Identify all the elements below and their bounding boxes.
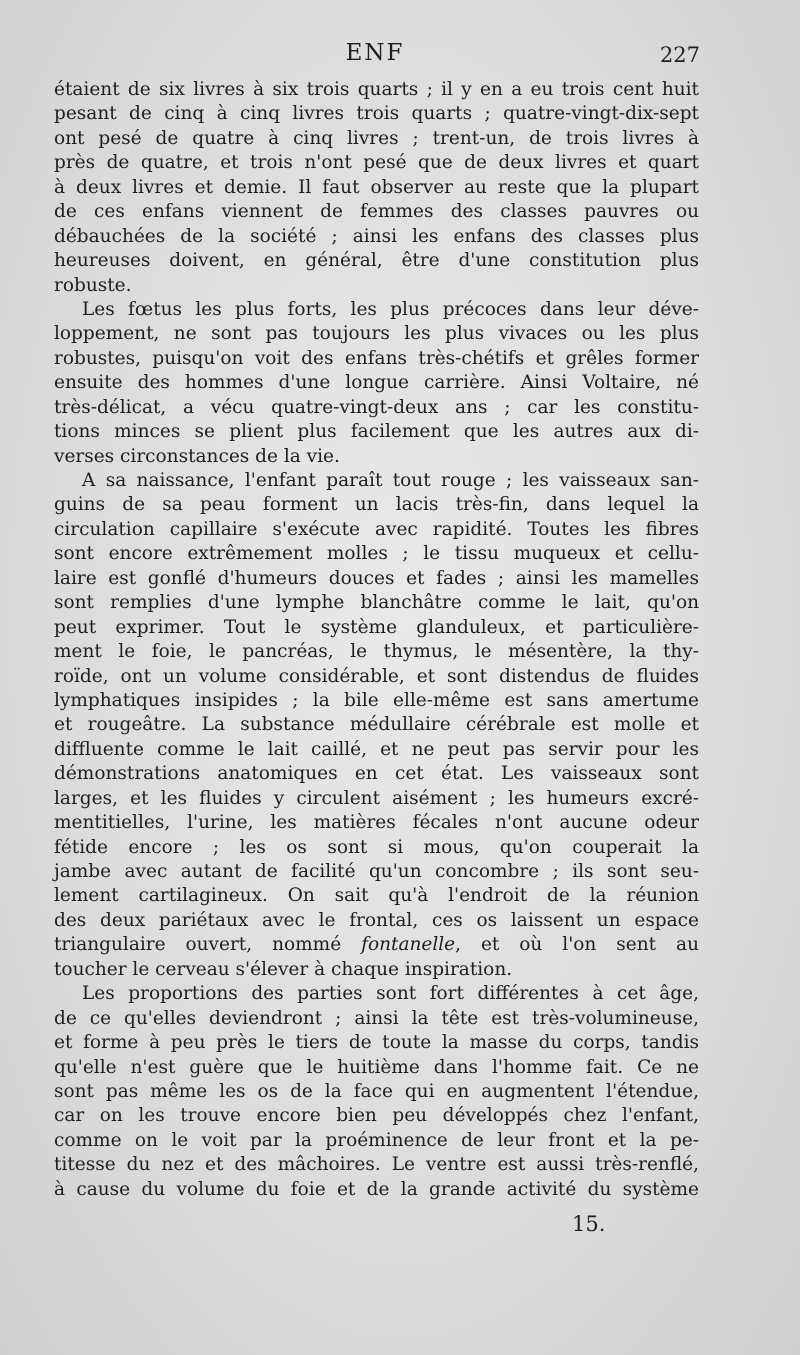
text-line: de ce qu'elles deviendront ; ainsi la tête est très-volumineuse, xyxy=(54,1007,699,1029)
text-line: tions minces se plient plus facilement que les autres aux di- xyxy=(54,421,699,443)
text-line: titesse du nez et des mâchoires. Le ventre est aussi très-renflé, xyxy=(54,1154,699,1176)
text-line: ont pesé de quatre à cinq livres ; trent-un, de trois livres à xyxy=(54,127,699,149)
text-line: mentitielles, l'urine, les matières fécales n'ont aucune odeur xyxy=(54,812,699,834)
text-line: pesant de cinq à cinq livres trois quarts ; quatre-vingt-dix-sept xyxy=(54,103,699,125)
text-line: ment le foie, le pancréas, le thymus, le mésentère, la thy- xyxy=(54,641,699,663)
text-line: circulation capillaire s'exécute avec rapidité. Toutes les fibres xyxy=(54,518,699,540)
text-line: et rougeâtre. La substance médullaire cérébrale est molle et xyxy=(54,714,699,736)
text-line: peut exprimer. Tout le système glanduleux, et particulière- xyxy=(54,616,699,638)
text-line: ensuite des hommes d'une longue carrière. Ainsi Voltaire, né xyxy=(54,372,699,394)
signature-mark: 15. xyxy=(572,1212,606,1236)
body-text xyxy=(54,78,699,1202)
text-line: débauchées de la société ; ainsi les enfans des classes plus xyxy=(54,225,699,247)
text-line: guins de sa peau forment un lacis très-fin, dans lequel la xyxy=(54,494,699,516)
text-line: des deux pariétaux avec le frontal, ces os laissent un espace xyxy=(54,909,699,931)
text-line: lymphatiques insipides ; la bile elle-même est sans amertume xyxy=(54,689,699,711)
text-line: qu'elle n'est guère que le huitième dans l'homme fait. Ce ne xyxy=(54,1056,699,1078)
italic-term: fontanelle xyxy=(361,934,456,956)
text-line: heureuses doivent, en général, être d'une constitution plus xyxy=(54,250,699,272)
text-line: fétide encore ; les os sont si mous, qu'on couperait la xyxy=(54,836,699,858)
text-line-with-italic xyxy=(54,933,699,957)
text-line: lement cartilagineux. On sait qu'à l'endroit de la réunion xyxy=(54,885,699,907)
text-line: étaient de six livres à six trois quarts ; il y en a eu trois cent huit xyxy=(54,79,699,100)
text-line: loppement, ne sont pas toujours les plus vivaces ou les plus xyxy=(54,323,699,345)
text-line: larges, et les fluides y circulent aisément ; les humeurs excré- xyxy=(54,787,699,809)
text-line: sont encore extrêmement molles ; le tissu muqueux et cellu- xyxy=(54,543,699,565)
line-text: triangulaire ouvert, nommé xyxy=(54,934,342,956)
text-line: sont pas même les os de la face qui en augmentent l'étendue, xyxy=(54,1080,699,1102)
text-line: verses circonstances de la vie. xyxy=(54,445,340,467)
text-line: comme on le voit par la proéminence de leur front et la pe- xyxy=(54,1129,699,1151)
text-line: près de quatre, et trois n'ont pesé que de deux livres et quart xyxy=(54,152,699,174)
text-line: à cause du volume du foie et de la grande activité du système xyxy=(54,1178,699,1200)
paragraph-start-line: Les fœtus les plus forts, les plus précoces dans leur déve- xyxy=(82,298,699,320)
text-line: de ces enfans viennent de femmes des classes pauvres ou xyxy=(54,201,699,223)
page-number: 227 xyxy=(659,43,700,67)
text-line: jambe avec autant de facilité qu'un concombre ; ils sont seu- xyxy=(54,861,699,882)
text-line: robuste. xyxy=(54,274,132,296)
text-line: car on les trouve encore bien peu développés chez l'enfant, xyxy=(54,1105,699,1127)
page-header xyxy=(50,40,700,74)
text-line: laire est gonflé d'humeurs douces et fades ; ainsi les mamelles xyxy=(54,567,699,589)
text-line: démonstrations anatomiques en cet état. Les vaisseaux sont xyxy=(54,763,699,785)
text-line: à deux livres et demie. Il faut observer au reste que la plupart xyxy=(54,176,699,198)
text-line: très-délicat, a vécu quatre-vingt-deux ans ; car les constitu- xyxy=(54,396,699,418)
text-line: sont remplies d'une lymphe blanchâtre comme le lait, qu'on xyxy=(54,592,699,614)
text-line: et forme à peu près le tiers de toute la masse du corps, tandis xyxy=(54,1032,699,1054)
paragraph-start-line: Les proportions des parties sont fort différentes à cet âge, xyxy=(82,983,699,1005)
text-line: roïde, ont un volume considérable, et sont distendus de fluides xyxy=(54,665,699,687)
paragraph-start-line: A sa naissance, l'enfant paraît tout rouge ; les vaisseaux san- xyxy=(82,470,699,491)
text-line: toucher le cerveau s'élever à chaque inspiration. xyxy=(54,958,513,980)
text-line: robustes, puisqu'on voit des enfans très-chétifs et grêles former xyxy=(54,347,699,369)
text-line: diffluente comme le lait caillé, et ne peut pas servir pour les xyxy=(54,738,699,760)
running-head: ENF xyxy=(345,40,405,66)
line-text-continued: , et où l'on sent au xyxy=(455,934,699,956)
